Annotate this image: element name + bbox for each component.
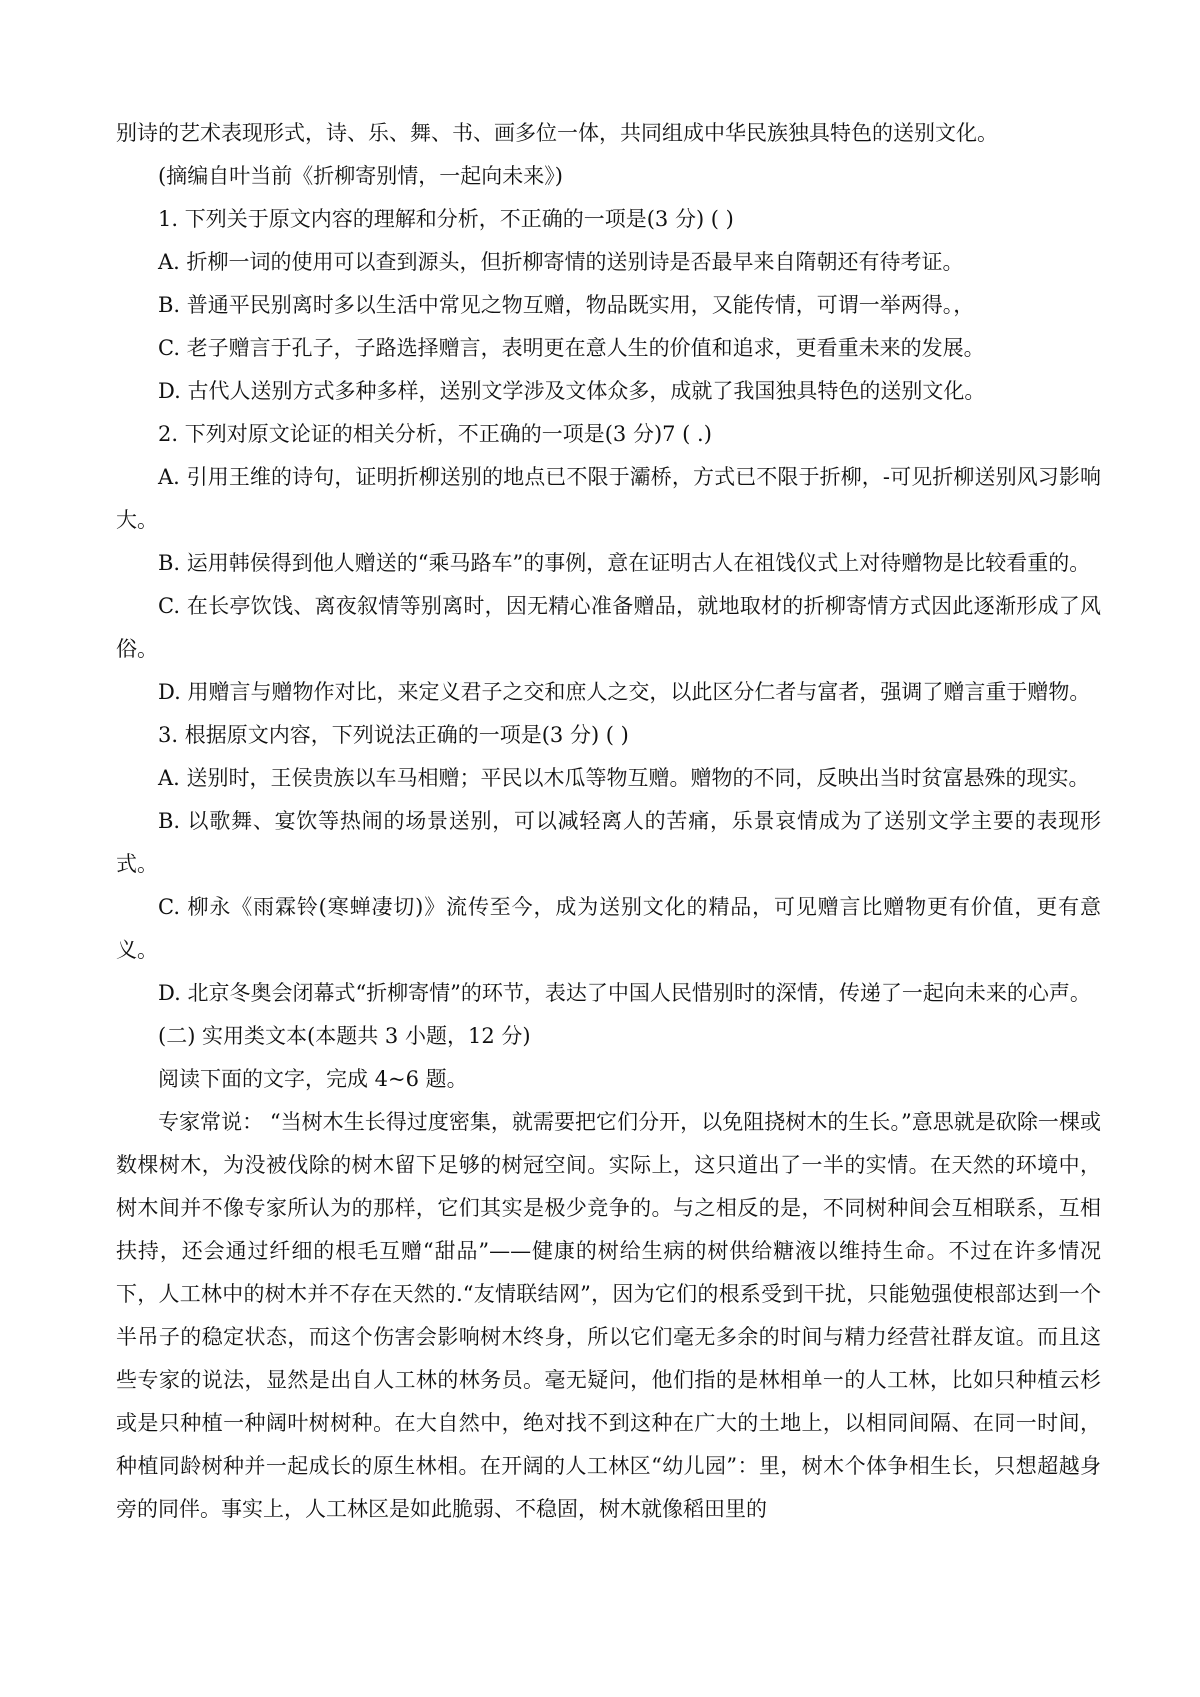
document-page xyxy=(116,112,1101,1531)
paragraph-intro-end: 别诗的艺术表现形式，诗、乐、舞、书、画多位一体，共同组成中华民族独具特色的送别文化。 xyxy=(116,121,998,145)
passage-2-paragraph-1: 专家常说： “当树木生长得过度密集，就需要把它们分开，以免阻挠树木的生长。”意思就是砍除一棵或数棵树木，为没被伐除的树木留下足够的树冠空间。实际上，这只道出了一半的实情。在天然的环境中，树木间并不像专家所认为的那样，它们其实是极少竞争的。与之相反的是，不同树种间会互相联系，互相扶持，还会通过纤细的根毛互赠“甜品”——健康的树给生病的树供给糖液以维持生命。不过在许多情况下，人工林中的树木并不存在天然的.“友情联结网”，因为它们的根系受到干扰，只能勉强使根部达到一个半吊子的稳定状态，而这个伤害会影响树木终身，所以它们毫无多余的时间与精力经营社群友谊。而且这些专家的说法，显然是出自人工林的林务员。毫无疑问，他们指的是林相单一的人工林，比如只种植云杉或是只种植一种阔叶树树种。在大自然中，绝对找不到这种在广大的土地上，以相同间隔、在同一时间，种植同龄树种并一起成长的原生林相。在开阔的人工林区“幼儿园”：里，树木个体争相生长，只想超越身旁的同伴。事实上，人工林区是如此脆弱、不稳固，树木就像稻田里的 xyxy=(116,1110,1101,1521)
question-1-option-c: C. 老子赠言于孔子，子路选择赠言，表明更在意人生的价值和追求，更看重未来的发展。 xyxy=(158,336,985,360)
question-3-option-b: B. 以歌舞、宴饮等热闹的场景送别，可以减轻离人的苦痛，乐景哀情成为了送别文学主要的表现形式。 xyxy=(116,809,1101,876)
question-3-option-a: A. 送别时，王侯贵族以车马相赠；平民以木瓜等物互赠。赠物的不同，反映出当时贫富悬殊的现实。 xyxy=(158,766,1090,790)
question-1-option-b: B. 普通平民别离时多以生活中常见之物互赠，物品既实用，又能传情，可谓一举两得。， xyxy=(158,293,975,317)
section-2-title: (二) 实用类文本(本题共 3 小题，12 分) xyxy=(158,1024,531,1048)
question-3: 3. 根据原文内容，下列说法正确的一项是(3 分) ( ) xyxy=(158,723,629,747)
section-2-instruction: 阅读下面的文字，完成 4~6 题。 xyxy=(158,1067,468,1091)
source-citation: (摘编自叶当前《折柳寄别情，一起向未来》) xyxy=(158,164,563,188)
question-1-option-d: D. 古代人送别方式多种多样，送别文学涉及文体众多，成就了我国独具特色的送别文化。 xyxy=(158,379,986,403)
question-2: 2. 下列对原文论证的相关分析，不正确的一项是(3 分)7 ( .) xyxy=(158,422,712,446)
question-2-option-c: C. 在长亭饮饯、离夜叙情等别离时，因无精心准备赠品，就地取材的折柳寄情方式因此逐渐形成了风俗。 xyxy=(116,594,1101,661)
question-1-option-a: A. 折柳一词的使用可以查到源头，但折柳寄情的送别诗是否最早来自隋朝还有待考证。 xyxy=(158,250,964,274)
question-2-option-d: D. 用赠言与赠物作对比，来定义君子之交和庶人之交，以此区分仁者与富者，强调了赠言重于赠物。 xyxy=(158,680,1091,704)
question-2-option-a: A. 引用王维的诗句，证明折柳送别的地点已不限于灞桥，方式已不限于折柳，-可见折柳送别风习影响大。 xyxy=(116,465,1101,532)
question-3-option-c: C. 柳永《雨霖铃(寒蝉凄切)》流传至今，成为送别文化的精品，可见赠言比赠物更有价值，更有意义。 xyxy=(116,895,1101,962)
question-3-option-d: D. 北京冬奥会闭幕式“折柳寄情”的环节，表达了中国人民惜别时的深情，传递了一起向未来的心声。 xyxy=(158,981,1091,1005)
question-1: 1. 下列关于原文内容的理解和分析，不正确的一项是(3 分) ( ) xyxy=(158,207,734,231)
question-2-option-b: B. 运用韩侯得到他人赠送的“乘马路车”的事例，意在证明古人在祖饯仪式上对待赠物是比较看重的。 xyxy=(158,551,1091,575)
